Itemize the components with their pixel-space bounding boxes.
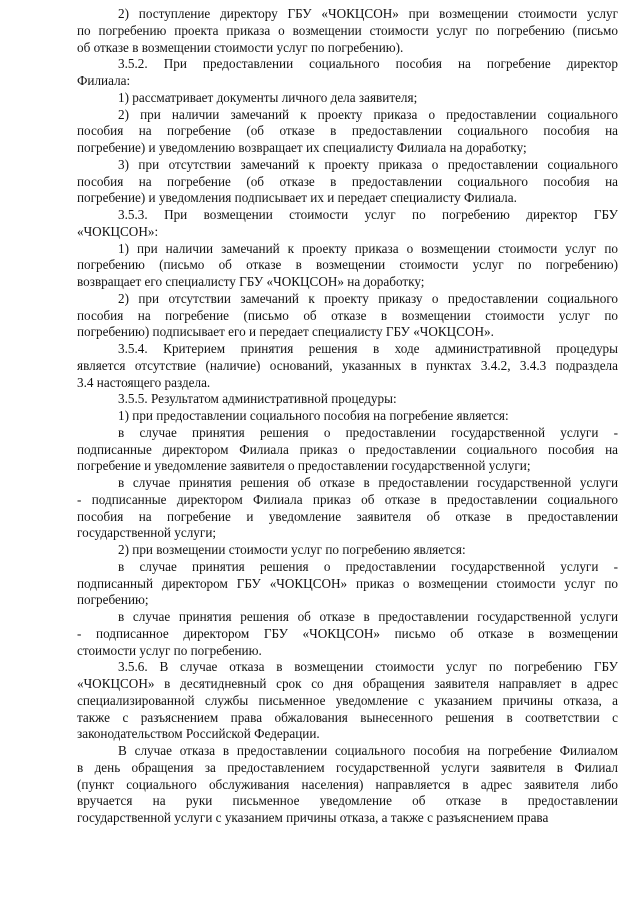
text-line: погребению) подписывает его и передает специалисту ГБУ «ЧОКЦСОН». <box>77 324 494 340</box>
text-line: является отсутствие (наличие) оснований, указанных в пунктах 3.4.2, 3.4.3 подраздела <box>77 357 618 373</box>
text-line: 2) поступление директору ГБУ «ЧОКЦСОН» при возмещении стоимости услуг <box>118 6 618 21</box>
paragraph <box>77 341 618 391</box>
text-line: в случае принятия решения об отказе в предоставлении государственной услуги <box>118 475 618 490</box>
text-line: в случае принятия решения о предоставлении государственной услуги - <box>118 424 618 440</box>
paragraph <box>77 559 618 609</box>
text-line: погребение и уведомление заявителя о предоставлении государственной услуги; <box>77 458 531 474</box>
text-line: - подписанные директором Филиала приказ об отказе в предоставлении социального <box>77 491 618 507</box>
paragraph <box>77 107 618 157</box>
text-line: пособия на погребение (письмо об отказе в возмещении стоимости услуг по <box>77 307 618 323</box>
text-line: (пункт социального обслуживания населения) направляется в адрес заявителя либо <box>77 776 618 792</box>
text-line: государственной услуги с указанием причины отказа, а также с разъяснением права <box>77 810 549 825</box>
paragraph <box>77 6 618 56</box>
text-line: 3.5.6. В случае отказа в возмещении стоимости услуг по погребению ГБУ <box>118 659 618 675</box>
text-line: об отказе в возмещении стоимости услуг по погребению). <box>77 39 404 55</box>
text-line: Филиала: <box>77 73 131 88</box>
paragraph <box>77 391 618 408</box>
text-line: 2) при отсутствии замечаний к проекту приказу о предоставлении социального <box>118 290 618 306</box>
paragraph <box>77 291 618 341</box>
text-line: погребение) и уведомлению возвращает их специалисту Филиала на доработку; <box>77 140 527 155</box>
text-line: подписанный директором ГБУ «ЧОКЦСОН» приказ о возмещении стоимости услуг по <box>77 575 618 591</box>
text-line: государственной услуги; <box>77 525 217 541</box>
text-line: 1) рассматривает документы личного дела заявителя; <box>118 89 418 105</box>
text-line: в случае принятия решения об отказе в предоставлении государственной услуги <box>118 609 618 624</box>
text-line: погребению; <box>77 592 149 608</box>
text-line: пособия на погребение (об отказе в предоставлении социального пособия на <box>77 173 618 189</box>
text-line: пособия на погребение (об отказе в предоставлении социального пособия на <box>77 123 618 139</box>
text-line: 1) при предоставлении социального пособия на погребение является: <box>118 408 509 423</box>
text-line: в случае принятия решения о предоставлении государственной услуги - <box>118 558 618 574</box>
paragraph <box>77 241 618 291</box>
text-line: погребение) и уведомления подписывает их и передает специалисту Филиала. <box>77 190 517 206</box>
text-line: - подписанное директором ГБУ «ЧОКЦСОН» письмо об отказе в возмещении <box>77 625 618 641</box>
text-line: 2) при наличии замечаний к проекту приказа о предоставлении социального <box>118 106 618 122</box>
paragraph <box>77 56 618 90</box>
text-line: 2) при возмещении стоимости услуг по погребению является: <box>118 542 466 557</box>
text-line: также с разъяснением права обжалования вынесенного решения в соответствии с <box>77 709 618 725</box>
text-line: возвращает его специалисту ГБУ «ЧОКЦСОН» на доработку; <box>77 274 425 289</box>
paragraph <box>77 408 618 425</box>
text-line: 1) при наличии замечаний к проекту приказа о возмещении стоимости услуг по <box>118 240 618 256</box>
text-line: пособия на погребение и уведомление заявителя об отказе в предоставлении <box>77 508 618 524</box>
text-line: специализированной службы письменное уведомление с указанием причины отказа, а <box>77 692 618 708</box>
paragraph <box>77 90 618 107</box>
paragraph <box>77 659 618 743</box>
text-line: 3.5.3. При возмещении стоимости услуг по погребению директор ГБУ <box>118 207 618 222</box>
text-line: 3.5.5. Результатом административной процедуры: <box>118 391 397 407</box>
text-line: 3.4 настоящего раздела. <box>77 374 211 390</box>
paragraph <box>77 609 618 659</box>
text-line: вручается на руки письменное уведомление об отказе в предоставлении <box>77 793 618 809</box>
text-line: 3) при отсутствии замечаний к проекту приказа о предоставлении социального <box>118 156 618 172</box>
text-line: подписанные директором Филиала приказ о предоставлении социального пособия на <box>77 441 618 457</box>
paragraph <box>77 425 618 475</box>
paragraph <box>77 207 618 241</box>
text-line: стоимости услуг по погребению. <box>77 642 262 658</box>
text-line: В случае отказа в предоставлении социального пособия на погребение Филиалом <box>118 743 618 758</box>
text-line: законодательством Российской Федерации. <box>77 726 320 742</box>
text-line: погребению (письмо об отказе в возмещении стоимости услуг по погребению) <box>77 257 618 273</box>
paragraph <box>77 157 618 207</box>
text-line: «ЧОКЦСОН»: <box>77 223 159 239</box>
paragraph <box>77 475 618 542</box>
text-line: «ЧОКЦСОН» в десятидневный срок со дня обращения заявителя направляет в адрес <box>77 676 618 691</box>
text-line: 3.5.2. При предоставлении социального пособия на погребение директор <box>118 56 618 72</box>
text-line: 3.5.4. Критерием принятия решения в ходе административной процедуры <box>118 341 618 356</box>
text-line: в день обращения за предоставлением государственной услуги заявителя в Филиал <box>77 759 618 775</box>
paragraph <box>77 542 618 559</box>
text-line: по погребению проекта приказа о возмещении стоимости услуг по погребению (письмо <box>77 22 618 38</box>
paragraph <box>77 743 618 827</box>
